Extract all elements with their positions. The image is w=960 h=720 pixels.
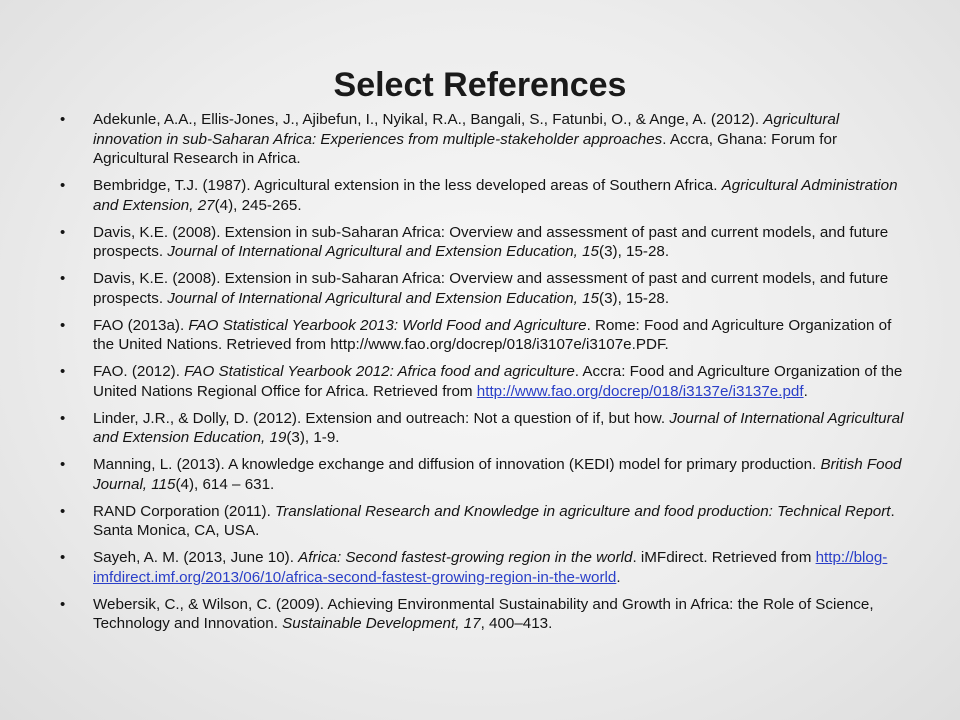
- reference-item: [60, 362, 910, 401]
- bullet-icon: •: [60, 111, 66, 128]
- reference-text: (3), 1-9.: [286, 429, 340, 446]
- reference-item: [60, 176, 910, 215]
- reference-item: [60, 548, 910, 587]
- bullet-icon: •: [60, 177, 66, 194]
- reference-item: [60, 110, 910, 169]
- reference-text: (3), 15-28.: [599, 289, 670, 307]
- bullet-icon: •: [60, 456, 66, 473]
- reference-text: Webersik, C., & Wilson, C. (2009). Achieving Environmental Sustainability and Growth in Africa: the Role of Science, Technology and Innovation.: [93, 595, 874, 632]
- reference-title-text: Sustainable Development, 17: [282, 615, 481, 632]
- reference-text: . iMFdirect. Retrieved from: [632, 549, 816, 566]
- reference-item: [60, 316, 910, 355]
- bullet-icon: •: [60, 502, 66, 520]
- reference-title-text: Journal of International Agricultural and Extension Education, 15: [167, 289, 600, 307]
- reference-title-text: Agricultural innovation in sub-Saharan Africa: Experiences from multiple-stakeholder approaches: [93, 111, 840, 148]
- bullet-icon: •: [60, 363, 66, 380]
- reference-title-text: Africa: Second fastest-growing region in the world: [298, 549, 633, 566]
- reference-text: .: [803, 382, 808, 400]
- reference-list: [60, 110, 910, 641]
- reference-text: . Accra, Ghana: Forum for Agricultural Research in Africa.: [93, 130, 838, 167]
- reference-text: Sayeh, A. M. (2013, June 10).: [93, 549, 299, 566]
- reference-item: [60, 595, 910, 634]
- reference-item: [60, 409, 910, 448]
- reference-text: Linder, J.R., & Dolly, D. (2012). Extension and outreach: Not a question of if, but how.: [93, 409, 670, 427]
- reference-title-text: Agricultural Administration and Extension, 27: [93, 177, 898, 214]
- reference-text: . Accra: Food and Agriculture Organization of the United Nations Regional Office for Africa. Retrieved from: [93, 363, 903, 400]
- reference-link[interactable]: http://blog-imfdirect.imf.org/2013/06/10/africa-second-fastest-growing-region-in-the-world: [93, 549, 888, 586]
- reference-title-text: Journal of International Agricultural and Extension Education, 15: [167, 243, 600, 260]
- reference-text: FAO (2013a).: [93, 316, 189, 334]
- reference-text: Davis, K.E. (2008). Extension in sub-Saharan Africa: Overview and assessment of past and current models, and future prospects.: [93, 270, 889, 307]
- reference-text: (4), 614 – 631.: [175, 475, 275, 493]
- reference-title-text: FAO Statistical Yearbook 2012: Africa food and agriculture: [184, 363, 575, 380]
- reference-text: FAO. (2012).: [93, 363, 185, 380]
- reference-text: Adekunle, A.A., Ellis-Jones, J., Ajibefun, I., Nyikal, R.A., Bangali, S., Fatunbi, O., & Ange, A. (2012).: [93, 111, 764, 128]
- reference-text: (4), 245-265.: [214, 196, 302, 214]
- reference-item: [60, 223, 910, 262]
- reference-text: RAND Corporation (2011).: [93, 502, 276, 520]
- reference-item: [60, 455, 910, 494]
- reference-title-text: Translational Research and Knowledge in agriculture and food production: Technical Report: [275, 502, 891, 520]
- bullet-icon: •: [60, 223, 66, 241]
- reference-item: [60, 502, 910, 541]
- bullet-icon: •: [60, 549, 66, 566]
- reference-text: , 400–413.: [480, 615, 553, 632]
- reference-item: [60, 269, 910, 308]
- reference-link[interactable]: http://www.fao.org/docrep/018/i3137e/i3137e.pdf: [476, 382, 804, 400]
- reference-text: Manning, L. (2013). A knowledge exchange and diffusion of innovation (KEDI) model for primary production.: [93, 456, 821, 473]
- reference-text: Bembridge, T.J. (1987). Agricultural extension in the less developed areas of Southern Africa.: [93, 177, 722, 194]
- slide-title: Select References: [333, 65, 627, 104]
- reference-text: . Rome: Food and Agriculture Organization of the United Nations. Retrieved from http://www.fao.org/docrep/018/i3107e/i3107e.PDF.: [93, 316, 892, 353]
- bullet-icon: •: [60, 316, 66, 334]
- bullet-icon: •: [60, 409, 66, 427]
- reference-title-text: British Food Journal, 115: [93, 456, 902, 493]
- reference-title-text: Journal of International Agricultural and Extension Education, 19: [93, 409, 904, 446]
- bullet-icon: •: [60, 270, 66, 287]
- reference-text: (3), 15-28.: [599, 243, 670, 260]
- reference-text: Davis, K.E. (2008). Extension in sub-Saharan Africa: Overview and assessment of past and current models, and future prospects.: [93, 223, 889, 260]
- reference-text: .: [616, 568, 621, 586]
- bullet-icon: •: [60, 595, 66, 613]
- reference-text: . Santa Monica, CA, USA.: [93, 502, 895, 539]
- reference-title-text: FAO Statistical Yearbook 2013: World Food and Agriculture: [188, 316, 587, 334]
